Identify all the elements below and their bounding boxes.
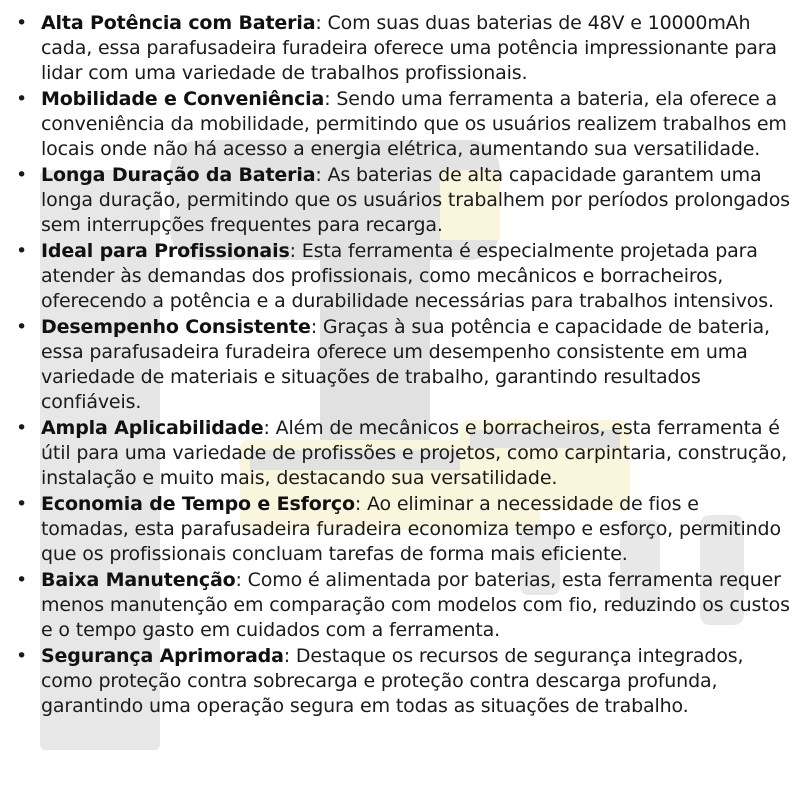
bullet-icon: •: [16, 316, 28, 338]
feature-text: : Graças à sua potência e capacidade de bateria, essa parafusadeira furadeira oferece um desempenho consistente em uma variedade de materiais e situações de trabalho, garantindo resultados confiáveis.: [41, 316, 770, 413]
feature-title: Desempenho Consistente: [41, 316, 311, 338]
list-item: [16, 644, 790, 719]
bullet-icon: •: [16, 12, 28, 34]
bullet-icon: •: [16, 569, 28, 591]
list-item: [16, 239, 790, 314]
feature-title: Alta Potência com Bateria: [41, 12, 316, 34]
bullet-icon: •: [16, 164, 28, 186]
feature-text: : Destaque os recursos de segurança integrados, como proteção contra sobrecarga e proteção contra descarga profunda, garantindo uma operação segura em todas as situações de trabalho.: [41, 645, 744, 717]
feature-text: : Ao eliminar a necessidade de fios e tomadas, esta parafusadeira furadeira economiza tempo e esforço, permitindo que os profissionais concluam tarefas de forma mais eficiente.: [41, 493, 781, 565]
feature-text: : Como é alimentada por baterias, esta ferramenta requer menos manutenção em comparação com modelos com fio, reduzindo os custos e o tempo gasto em cuidados com a ferramenta.: [41, 569, 790, 641]
bullet-icon: •: [16, 240, 28, 262]
feature-title: Ampla Aplicabilidade: [41, 417, 264, 439]
list-item: [16, 87, 790, 162]
bullet-icon: •: [16, 417, 28, 439]
feature-text: : Sendo uma ferramenta a bateria, ela oferece a conveniência da mobilidade, permitindo que os usuários realizem trabalhos em locais onde não há acesso a energia elétrica, aumentando sua versatilidade.: [41, 88, 787, 160]
feature-text: : Esta ferramenta é especialmente projetada para atender às demandas dos profissionais, como mecânicos e borracheiros, oferecendo a potência e a durabilidade necessárias para trabalhos intensivos.: [41, 240, 774, 312]
list-item: [16, 568, 790, 643]
list-item: [16, 416, 790, 491]
feature-title: Ideal para Profissionais: [41, 240, 290, 262]
feature-text: : As baterias de alta capacidade garantem uma longa duração, permitindo que os usuários trabalhem por períodos prolongados sem interrupções frequentes para recarga.: [41, 164, 790, 236]
bullet-icon: •: [16, 645, 28, 667]
bullet-icon: •: [16, 88, 28, 110]
feature-text: : Com suas duas baterias de 48V e 10000mAh cada, essa parafusadeira furadeira oferece uma potência impressionante para lidar com uma variedade de trabalhos profissionais.: [41, 12, 777, 84]
feature-title: Baixa Manutenção: [41, 569, 236, 591]
feature-title: Mobilidade e Conveniência: [41, 88, 325, 110]
feature-text: : Além de mecânicos e borracheiros, esta ferramenta é útil para uma variedade de profissões e projetos, como carpintaria, construção, instalação e muito mais, destacando sua versatilidade.: [41, 417, 788, 489]
feature-title: Longa Duração da Bateria: [41, 164, 316, 186]
list-item: [16, 315, 790, 415]
list-item: [16, 11, 790, 86]
list-item: [16, 163, 790, 238]
feature-title: Segurança Aprimorada: [41, 645, 284, 667]
bullet-icon: •: [16, 493, 28, 515]
list-item: [16, 492, 790, 567]
feature-list: [16, 11, 790, 719]
feature-title: Economia de Tempo e Esforço: [41, 493, 355, 515]
